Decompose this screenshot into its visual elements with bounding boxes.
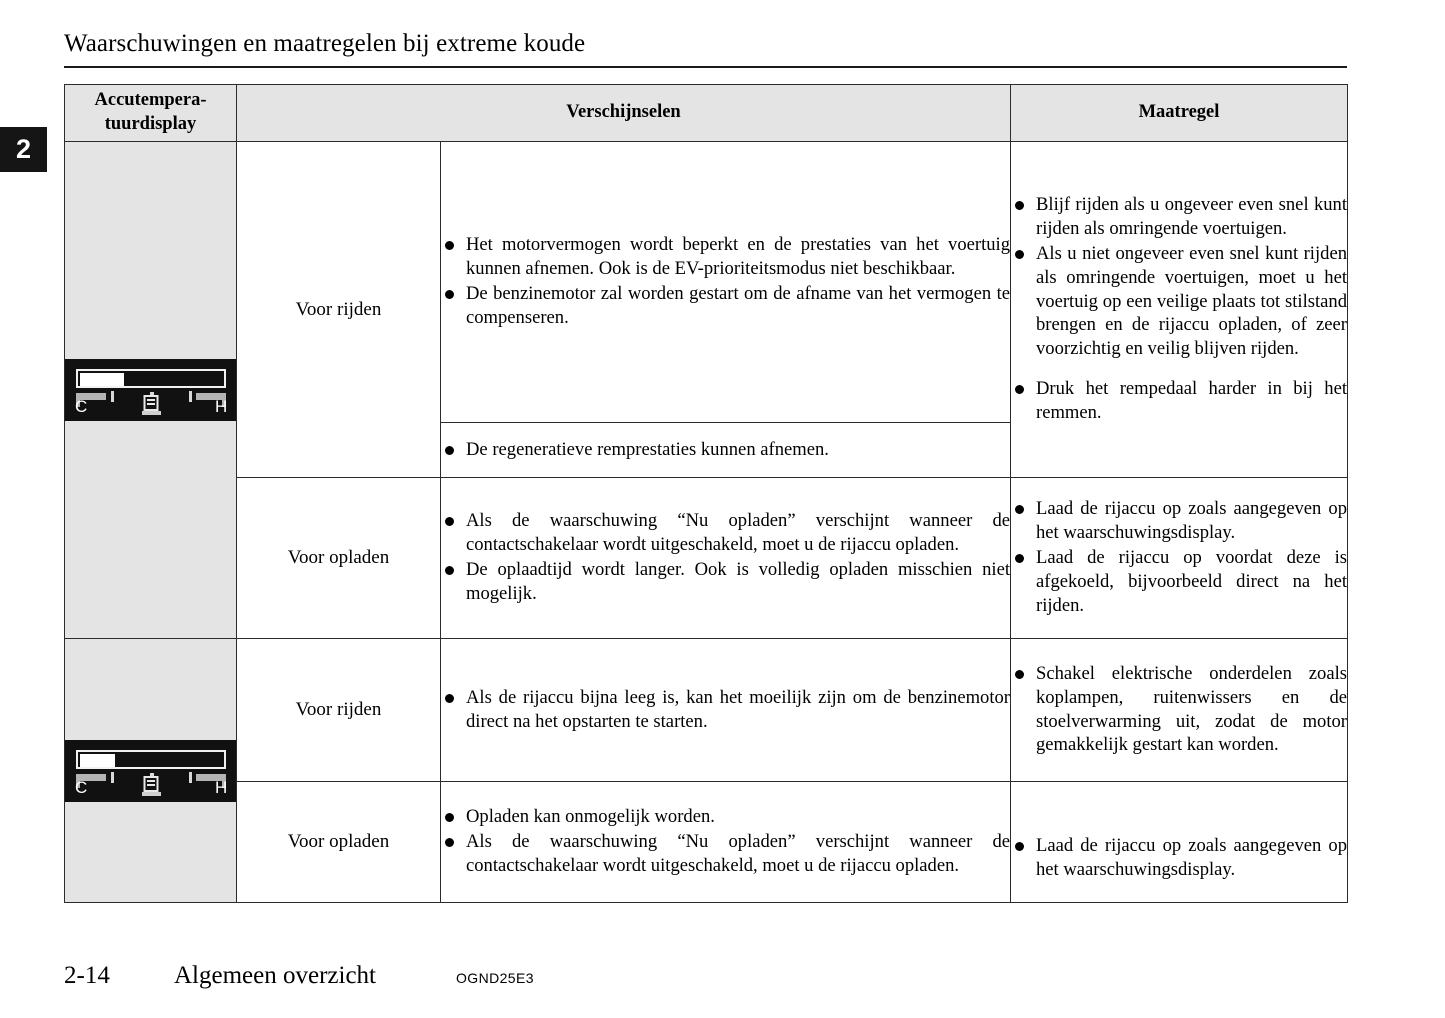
list-item: Als de waarschuwing “Nu opladen” verschijnt wanneer de contactschakelaar wordt uitgeschakeld, moet u de rijaccu opladen. — [441, 509, 1010, 557]
gauge-bar-fill-2 — [80, 754, 115, 767]
battery-temperature-table — [64, 84, 1348, 903]
table-header-row — [65, 85, 1348, 142]
symptom-list — [441, 686, 1010, 734]
footer-document-code: OGND25E3 — [456, 970, 534, 986]
table-row — [65, 782, 1348, 903]
list-item: Laad de rijaccu op voordat deze is afgekoeld, bijvoorbeeld direct na het rijden. — [1011, 546, 1347, 618]
chapter-tab — [0, 127, 47, 172]
battery-temp-gauge-2 — [65, 740, 236, 802]
page-header — [64, 30, 1347, 68]
list-item: Opladen kan onmogelijk worden. — [441, 805, 1010, 829]
measure-list — [1011, 662, 1347, 758]
situation-label: Voor opladen — [237, 782, 441, 903]
measure-cell — [1011, 478, 1348, 639]
page-title: Waarschuwingen en maatregelen bij extreme koude — [64, 30, 586, 57]
symptom-list — [441, 805, 1010, 878]
battery-temp-gauge-1 — [65, 359, 236, 421]
gauge-cold-label-2: C — [75, 777, 88, 797]
list-item: Als u niet ongeveer even snel kunt rijden als omringende voertuigen, moet u het voertuig op een veilige plaats tot stilstand brengen en de rijaccu opladen, of zeer voorzichtig en veilig blijven rijden. — [1011, 242, 1347, 361]
situation-label: Voor rijden — [237, 142, 441, 478]
header-display-line2: tuurdisplay — [104, 114, 197, 134]
measure-list — [1011, 193, 1347, 425]
gauge-tick-mid-1 — [111, 772, 114, 783]
list-item: De benzinemotor zal worden gestart om de afname van het vermogen te compenseren. — [441, 282, 1010, 330]
chapter-number: 2 — [15, 134, 32, 164]
gauge-bar-outline-2 — [76, 750, 226, 769]
title-rule — [64, 66, 1347, 68]
gauge-tick-mid-2 — [189, 772, 192, 783]
list-item: De oplaadtijd wordt langer. Ook is volledig opladen misschien niet mogelijk. — [441, 558, 1010, 606]
table-row — [65, 142, 1348, 423]
gauge-wrapper-2 — [65, 740, 236, 802]
list-item: Laad de rijaccu op zoals aangegeven op het waarschuwingsdisplay. — [1011, 834, 1347, 882]
situation-label: Voor rijden — [237, 639, 441, 782]
symptom-cell — [441, 478, 1011, 639]
header-symptom: Verschijnselen — [237, 85, 1011, 142]
situation-label: Voor opladen — [237, 478, 441, 639]
measure-cell — [1011, 142, 1348, 478]
battery-icon — [141, 392, 163, 417]
battery-icon — [141, 773, 163, 798]
symptom-cell — [441, 782, 1011, 903]
footer-page-number: 2-14 — [64, 962, 110, 989]
measure-list — [1011, 834, 1347, 882]
table-row — [65, 478, 1348, 639]
header-display — [65, 85, 237, 142]
list-item: Druk het rempedaal harder in bij het remmen. — [1011, 377, 1347, 425]
page-footer — [64, 962, 1347, 990]
gauge-tick-mid-1 — [111, 391, 114, 402]
battery-temperature-display-1 — [65, 142, 237, 639]
symptom-cell — [441, 639, 1011, 782]
gauge-hot-label-1: H — [215, 397, 228, 416]
symptom-list — [441, 509, 1010, 606]
header-display-line1: Accutempera- — [94, 90, 207, 111]
table-row — [65, 639, 1348, 782]
list-item: Het motorvermogen wordt beperkt en de prestaties van het voertuig kunnen afnemen. Ook is de EV-prioriteitsmodus niet beschikbaar. — [441, 233, 1010, 281]
gauge-cold-label-1: C — [75, 397, 88, 416]
symptom-cell — [441, 142, 1011, 423]
list-item: De regeneratieve remprestaties kunnen afnemen. — [441, 438, 1010, 462]
gauge-bar-fill-1 — [80, 373, 124, 386]
gauge-bar-outline-1 — [76, 369, 226, 388]
gauge-tick-mid-2 — [189, 391, 192, 402]
symptom-list — [441, 438, 1010, 462]
list-item: Als de rijaccu bijna leeg is, kan het moeilijk zijn om de benzinemotor direct na het opstarten te starten. — [441, 686, 1010, 734]
symptom-list — [441, 233, 1010, 330]
symptom-cell — [441, 423, 1011, 478]
list-item: Blijf rijden als u ongeveer even snel kunt rijden als omringende voertuigen. — [1011, 193, 1347, 241]
header-measure: Maatregel — [1011, 85, 1348, 142]
list-item: Laad de rijaccu op zoals aangegeven op het waarschuwingsdisplay. — [1011, 497, 1347, 545]
list-item: Als de waarschuwing “Nu opladen” verschijnt wanneer de contactschakelaar wordt uitgeschakeld, moet u de rijaccu opladen. — [441, 830, 1010, 878]
footer-section-title: Algemeen overzicht — [174, 962, 376, 989]
gauge-hot-label-2: H — [215, 777, 228, 797]
measure-list — [1011, 497, 1347, 617]
gauge-wrapper-1 — [65, 359, 236, 421]
list-item: Schakel elektrische onderdelen zoals koplampen, ruitenwissers en de stoelverwarming uit, zodat de motor gemakkelijk gestart kan worden. — [1011, 662, 1347, 758]
measure-cell — [1011, 639, 1348, 782]
measure-cell — [1011, 782, 1348, 903]
battery-temperature-display-2 — [65, 639, 237, 903]
